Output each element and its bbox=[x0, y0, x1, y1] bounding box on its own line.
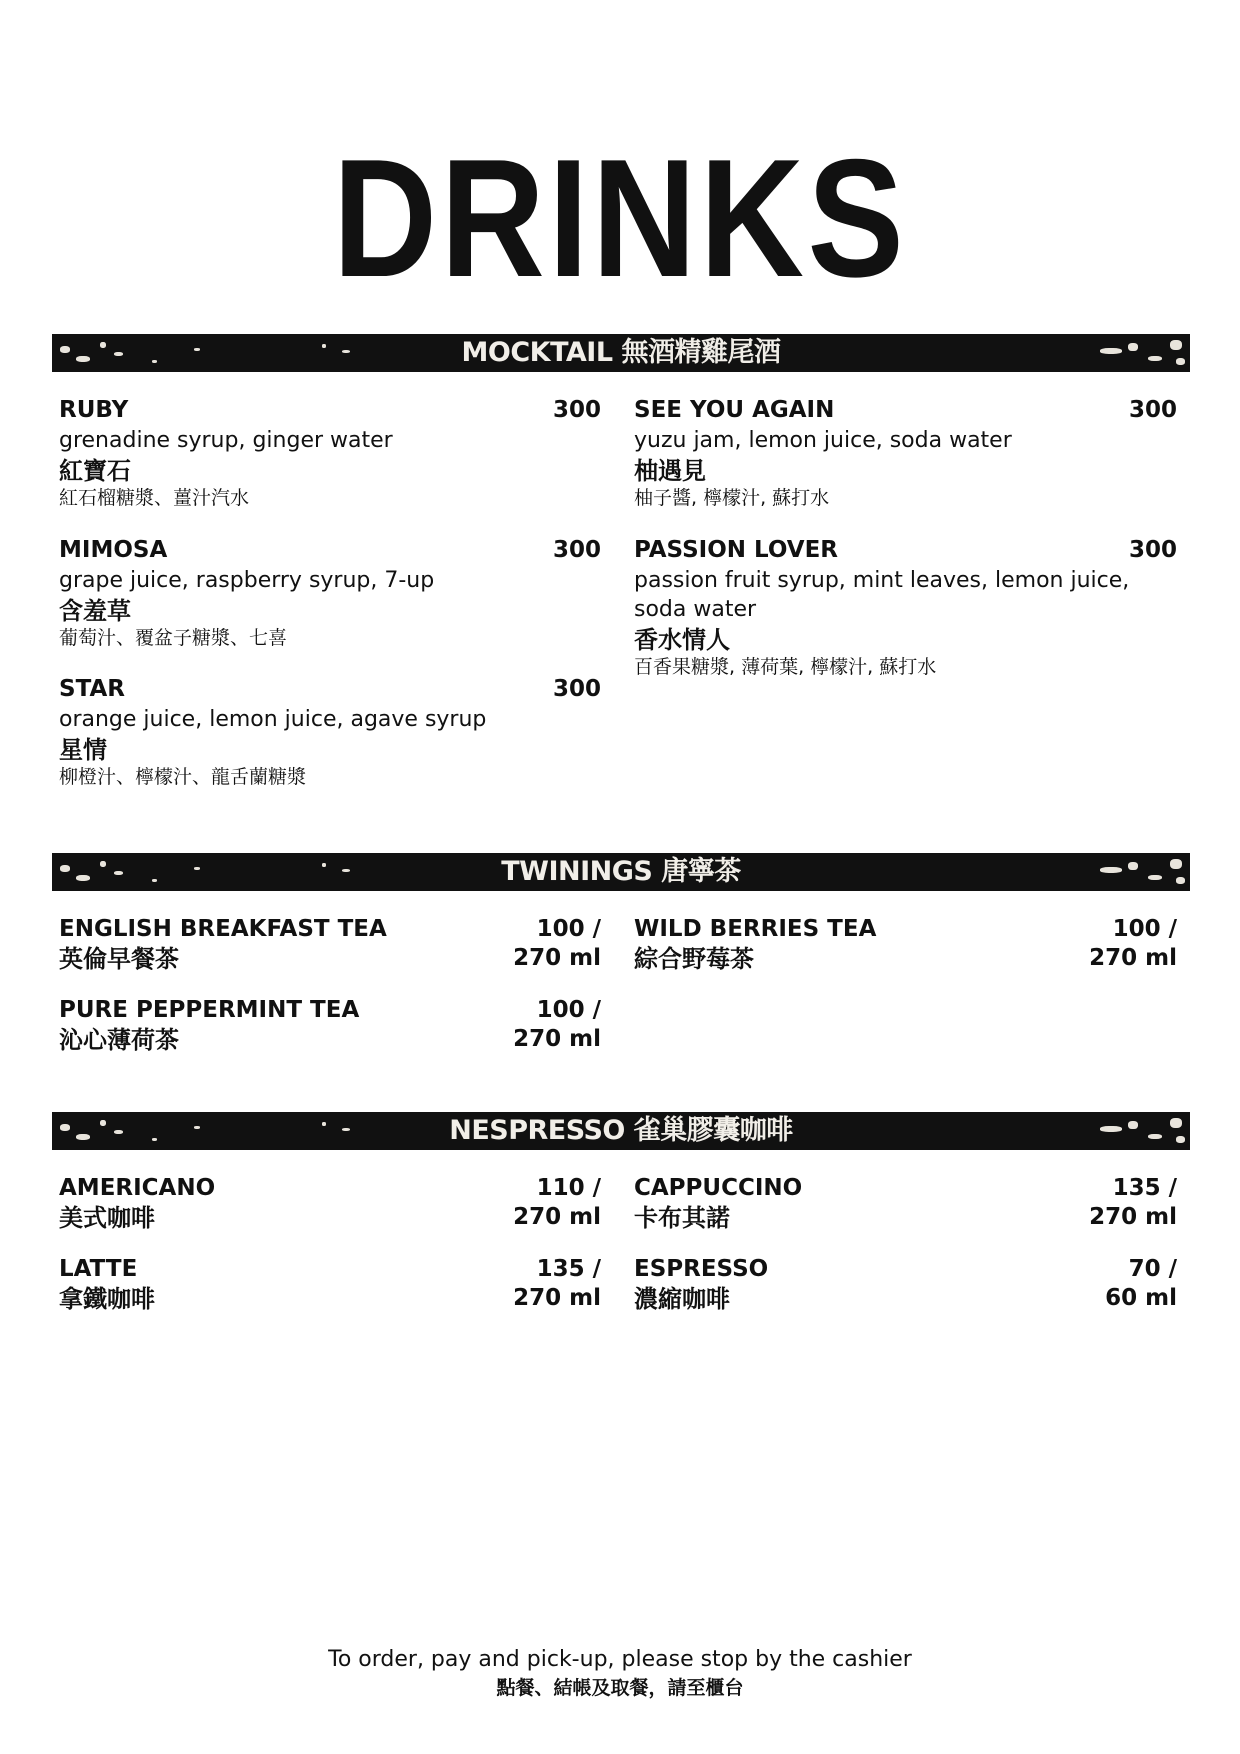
item-chinese-name: 星情 bbox=[59, 736, 107, 764]
menu-item-espresso bbox=[634, 1255, 1177, 1317]
banner-speck bbox=[1148, 356, 1162, 361]
item-price: 300 bbox=[1128, 537, 1177, 563]
banner-speck bbox=[322, 1122, 326, 1126]
menu-item-star bbox=[59, 675, 601, 795]
item-price: 300 bbox=[552, 537, 601, 563]
section-heading-mocktail: MOCKTAIL 無酒精雞尾酒 bbox=[461, 337, 781, 368]
banner-speck bbox=[152, 879, 157, 882]
banner-speck bbox=[342, 350, 350, 353]
item-price: 70 / bbox=[1128, 1256, 1177, 1282]
banner-speck bbox=[1170, 859, 1182, 869]
item-chinese-description: 柚子醬, 檸檬汁, 蘇打水 bbox=[634, 487, 830, 509]
section-heading-twinings: TWININGS 唐寧茶 bbox=[501, 856, 741, 887]
footer-chinese: 點餐、結帳及取餐，請至櫃台 bbox=[496, 1677, 744, 1699]
banner-speck bbox=[1128, 1121, 1138, 1129]
item-chinese-description: 柳橙汁、檸檬汁、龍舌蘭糖漿 bbox=[59, 766, 307, 788]
item-chinese-description: 百香果糖漿, 薄荷葉, 檸檬汁, 蘇打水 bbox=[634, 656, 937, 678]
section-header-nespresso bbox=[52, 1112, 1190, 1150]
item-price: 135 / bbox=[1112, 1175, 1177, 1201]
banner-speck bbox=[60, 865, 70, 872]
item-name: PURE PEPPERMINT TEA bbox=[59, 997, 360, 1023]
item-chinese-description: 紅石榴糖漿、薑汁汽水 bbox=[59, 487, 250, 509]
banner-speck bbox=[100, 342, 106, 348]
banner-speck bbox=[194, 867, 200, 870]
item-name: ESPRESSO bbox=[634, 1256, 769, 1282]
item-price: 135 / bbox=[536, 1256, 601, 1282]
item-description: orange juice, lemon juice, agave syrup bbox=[59, 707, 487, 732]
item-price: 110 / bbox=[536, 1175, 601, 1201]
menu-item-pure-peppermint-tea bbox=[59, 996, 601, 1058]
banner-speck bbox=[76, 1134, 90, 1140]
menu-item-ruby bbox=[59, 396, 601, 516]
banner-speck bbox=[152, 1138, 157, 1141]
banner-speck bbox=[114, 352, 123, 356]
item-description: grenadine syrup, ginger water bbox=[59, 428, 393, 453]
item-description: yuzu jam, lemon juice, soda water bbox=[634, 428, 1012, 453]
banner-speck bbox=[1170, 340, 1182, 350]
banner-speck bbox=[1148, 1134, 1162, 1139]
item-price: 100 / bbox=[536, 997, 601, 1023]
item-name: MIMOSA bbox=[59, 537, 168, 563]
item-chinese-name: 綜合野莓茶 bbox=[634, 945, 754, 973]
banner-speck bbox=[114, 871, 123, 875]
banner-speck bbox=[322, 344, 326, 348]
item-volume: 270 ml bbox=[1089, 1204, 1177, 1230]
banner-speck bbox=[194, 1126, 200, 1129]
banner-speck bbox=[1128, 343, 1138, 351]
banner-speck bbox=[1176, 358, 1185, 365]
item-volume: 60 ml bbox=[1105, 1285, 1177, 1311]
banner-speck bbox=[1170, 1118, 1182, 1128]
menu-item-see-you-again bbox=[634, 396, 1177, 516]
item-chinese-name: 卡布其諾 bbox=[634, 1204, 730, 1232]
item-name: CAPPUCCINO bbox=[634, 1175, 803, 1201]
item-chinese-name: 沁心薄荷茶 bbox=[59, 1026, 179, 1054]
item-chinese-description: 葡萄汁、覆盆子糖漿、七喜 bbox=[59, 627, 288, 649]
item-chinese-name: 美式咖啡 bbox=[59, 1204, 155, 1232]
item-name: RUBY bbox=[59, 397, 129, 423]
item-description-line1: passion fruit syrup, mint leaves, lemon juice, bbox=[634, 568, 1130, 593]
item-volume: 270 ml bbox=[513, 1204, 601, 1230]
item-description: grape juice, raspberry syrup, 7-up bbox=[59, 568, 435, 593]
item-name: ENGLISH BREAKFAST TEA bbox=[59, 916, 387, 942]
item-description-line2: soda water bbox=[634, 597, 757, 622]
item-chinese-name: 拿鐵咖啡 bbox=[59, 1285, 155, 1313]
item-price: 300 bbox=[1128, 397, 1177, 423]
banner-speck bbox=[114, 1130, 123, 1134]
section-header-twinings bbox=[52, 853, 1190, 891]
item-volume: 270 ml bbox=[513, 1026, 601, 1052]
banner-speck bbox=[60, 1124, 70, 1131]
banner-speck bbox=[1176, 877, 1185, 884]
banner-speck bbox=[60, 346, 70, 353]
menu-item-english-breakfast-tea bbox=[59, 915, 601, 977]
item-name: PASSION LOVER bbox=[634, 537, 839, 563]
item-chinese-name: 紅寶石 bbox=[59, 457, 131, 485]
menu-item-americano bbox=[59, 1174, 601, 1236]
banner-speck bbox=[1100, 348, 1122, 354]
page-title bbox=[87, 124, 1153, 312]
banner-speck bbox=[342, 1128, 350, 1131]
item-chinese-name: 含羞草 bbox=[59, 597, 131, 625]
item-chinese-name: 英倫早餐茶 bbox=[59, 945, 179, 973]
banner-speck bbox=[1148, 875, 1162, 880]
item-name: LATTE bbox=[59, 1256, 138, 1282]
banner-speck bbox=[342, 869, 350, 872]
section-header-mocktail bbox=[52, 334, 1190, 372]
item-price: 300 bbox=[552, 397, 601, 423]
banner-speck bbox=[100, 861, 106, 867]
banner-speck bbox=[100, 1120, 106, 1126]
item-name: SEE YOU AGAIN bbox=[634, 397, 835, 423]
item-name: AMERICANO bbox=[59, 1175, 216, 1201]
item-name: WILD BERRIES TEA bbox=[634, 916, 877, 942]
banner-speck bbox=[76, 356, 90, 362]
banner-speck bbox=[1100, 1126, 1122, 1132]
item-chinese-name: 柚遇見 bbox=[634, 457, 706, 485]
menu-item-latte bbox=[59, 1255, 601, 1317]
banner-speck bbox=[1128, 862, 1138, 870]
item-volume: 270 ml bbox=[513, 1285, 601, 1311]
menu-item-cappuccino bbox=[634, 1174, 1177, 1236]
banner-speck bbox=[152, 360, 157, 363]
footer-english: To order, pay and pick-up, please stop by the cashier bbox=[328, 1647, 912, 1672]
item-name: STAR bbox=[59, 676, 125, 702]
page-title-text: DRINKS bbox=[332, 124, 908, 312]
item-volume: 270 ml bbox=[513, 945, 601, 971]
item-chinese-name: 香水情人 bbox=[634, 626, 730, 654]
item-chinese-name: 濃縮咖啡 bbox=[634, 1285, 730, 1313]
menu-item-wild-berries-tea bbox=[634, 915, 1177, 977]
banner-speck bbox=[1176, 1136, 1185, 1143]
banner-speck bbox=[322, 863, 326, 867]
item-price: 100 / bbox=[1112, 916, 1177, 942]
item-price: 100 / bbox=[536, 916, 601, 942]
section-heading-nespresso: NESPRESSO 雀巢膠囊咖啡 bbox=[449, 1115, 793, 1146]
banner-speck bbox=[1100, 867, 1122, 873]
item-volume: 270 ml bbox=[1089, 945, 1177, 971]
footer bbox=[0, 1646, 1240, 1702]
menu-item-mimosa bbox=[59, 536, 601, 656]
banner-speck bbox=[76, 875, 90, 881]
banner-speck bbox=[194, 348, 200, 351]
menu-item-passion-lover bbox=[634, 536, 1177, 686]
item-price: 300 bbox=[552, 676, 601, 702]
